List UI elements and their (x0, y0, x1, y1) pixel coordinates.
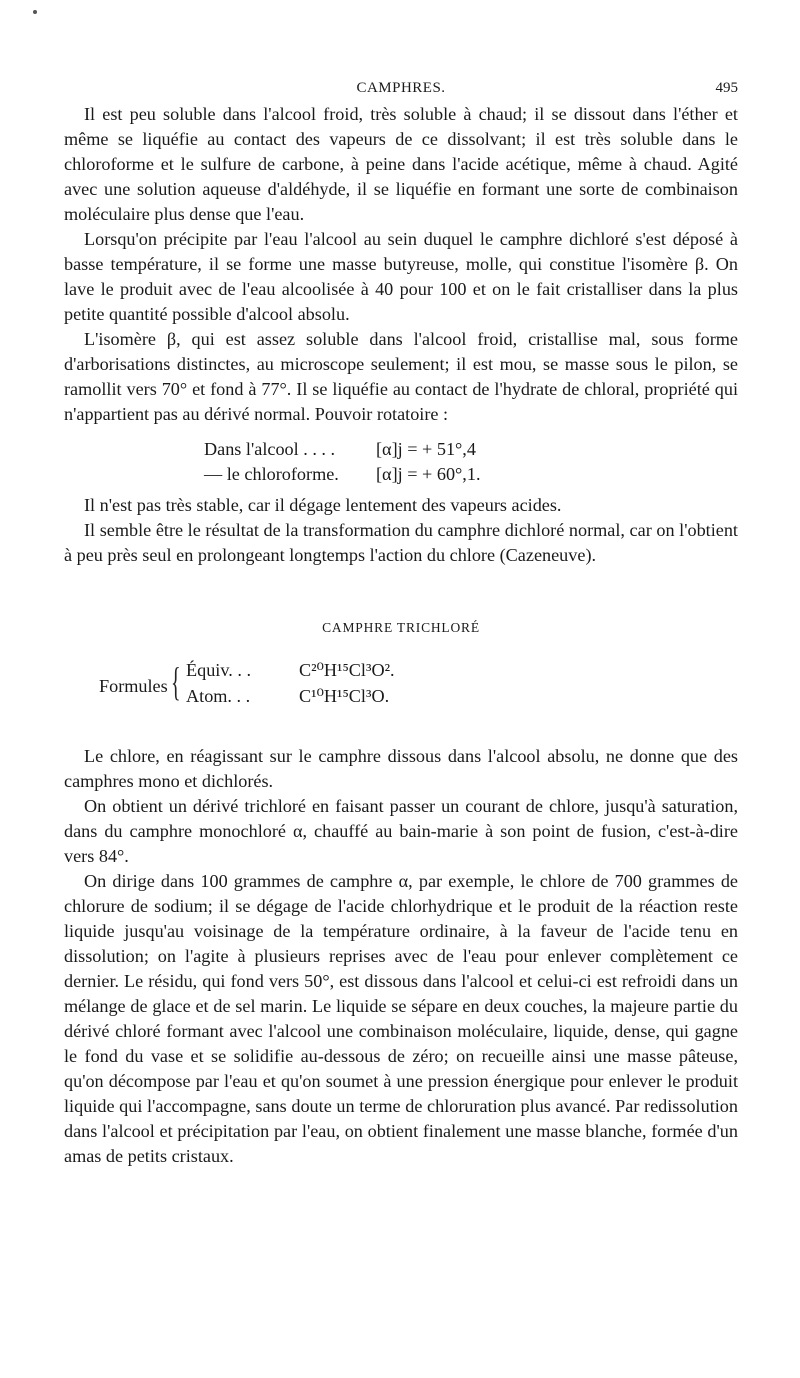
rotation-value: [α]j = + 60°,1. (376, 464, 481, 484)
paragraph: Il n'est pas très stable, car il dégage lentement des vapeurs acides. (84, 495, 562, 515)
rotatory-power-table (64, 437, 738, 487)
rotation-value: [α]j = + 51°,4 (376, 439, 476, 459)
page-number: 495 (715, 80, 738, 96)
paragraph: On dirige dans 100 grammes de camphre α, par exemple, le chlore de 700 grammes de chlorure de sodium; il se dégage de l'acide chlorhydrique et le produit de la réaction reste liquide jusqu'au voisinage de la température ordinaire, à la faveur de l'acide tenu en dissolution; on l'agite à plusieurs reprises avec de l'eau pour enlever complètement ce dernier. Le résidu, qui fond vers 50°, est dissous dans l'alcool et celui-ci est refroidi dans un mélange de glace et de sel marin. Le liquide se sépare en deux couches, la majeure partie du dérivé chloré formant avec l'alcool une combinaison moléculaire, liquide, dense, qui gagne le fond du vase et se solidifie au-dessous de zéro; on recueille ainsi une masse pâteuse, qu'on décompose par l'eau et qu'on soumet à une pression énergique pour enlever le produit liquide qui l'accompagne, sans doute un terme de chloruration plus avancé. Par redissolution dans l'alcool et précipitation par l'eau, on obtient finalement une masse blanche, formée d'un amas de petits cristaux. (64, 871, 738, 1166)
formulas-block (64, 658, 738, 720)
ink-speck (33, 10, 37, 14)
formula-type-equiv: Équiv. . . (186, 660, 251, 680)
formula-equiv: C²⁰H¹⁵Cl³O². (299, 660, 395, 680)
formula-type-atom: Atom. . . (186, 686, 251, 706)
paragraph: Il semble être le résultat de la transformation du camphre dichloré normal, car on l'obtient à peu près seul en prolongeant longtemps l'action du chlore (Cazeneuve). (64, 520, 738, 565)
paragraph: Le chlore, en réagissant sur le camphre dissous dans l'alcool absolu, ne donne que des camphres mono et dichlorés. (64, 746, 738, 791)
formula-atom: C¹⁰H¹⁵Cl³O. (299, 686, 390, 706)
rotation-solvent: Dans l'alcool . . . . (204, 439, 336, 459)
rotation-row (64, 437, 738, 462)
rotation-solvent: — le chloroforme. (204, 464, 339, 484)
page-content (64, 80, 738, 1169)
page-header (64, 80, 738, 102)
paragraph: Il est peu soluble dans l'alcool froid, très soluble à chaud; il se dissout dans l'éther et même se liquéfie au contact des vapeurs de ce dissolvant; il est très soluble dans le chloroforme et le sulfure de carbone, à peine dans l'acide acétique, même à chaud. Agité avec une solution aqueuse d'aldéhyde, il se liquéfie en formant une sorte de combinaison moléculaire plus dense que l'eau. (64, 104, 738, 224)
running-title: CAMPHRES. (356, 80, 446, 96)
rotation-row (64, 462, 738, 487)
paragraph: L'isomère β, qui est assez soluble dans l'alcool froid, cristallise mal, sous forme d'arborisations distinctes, au microscope seulement; il est mou, se masse sous le pilon, se ramollit vers 70° et fond à 77°. Il se liquéfie au contact de l'hydrate de chloral, propriété qui n'appartient pas au dérivé normal. Pouvoir rotatoire : (64, 329, 738, 424)
paragraph: Lorsqu'on précipite par l'eau l'alcool au sein duquel le camphre dichloré s'est déposé à basse température, il se forme une masse butyreuse, molle, qui constitue l'isomère β. On lave le produit avec de l'eau alcoolisée à 40 pour 100 et on le fait cristalliser dans la plus petite quantité possible d'alcool absolu. (64, 229, 738, 324)
paragraph: On obtient un dérivé trichloré en faisant passer un courant de chlore, jusqu'à saturation, dans du camphre monochloré α, chauffé au bain-marie à son point de fusion, c'est-à-dire vers 84°. (64, 796, 738, 866)
brace-symbol: { (171, 659, 181, 704)
section-title: CAMPHRE TRICHLORÉ (322, 620, 480, 635)
formulas-label: Formules (99, 676, 168, 696)
